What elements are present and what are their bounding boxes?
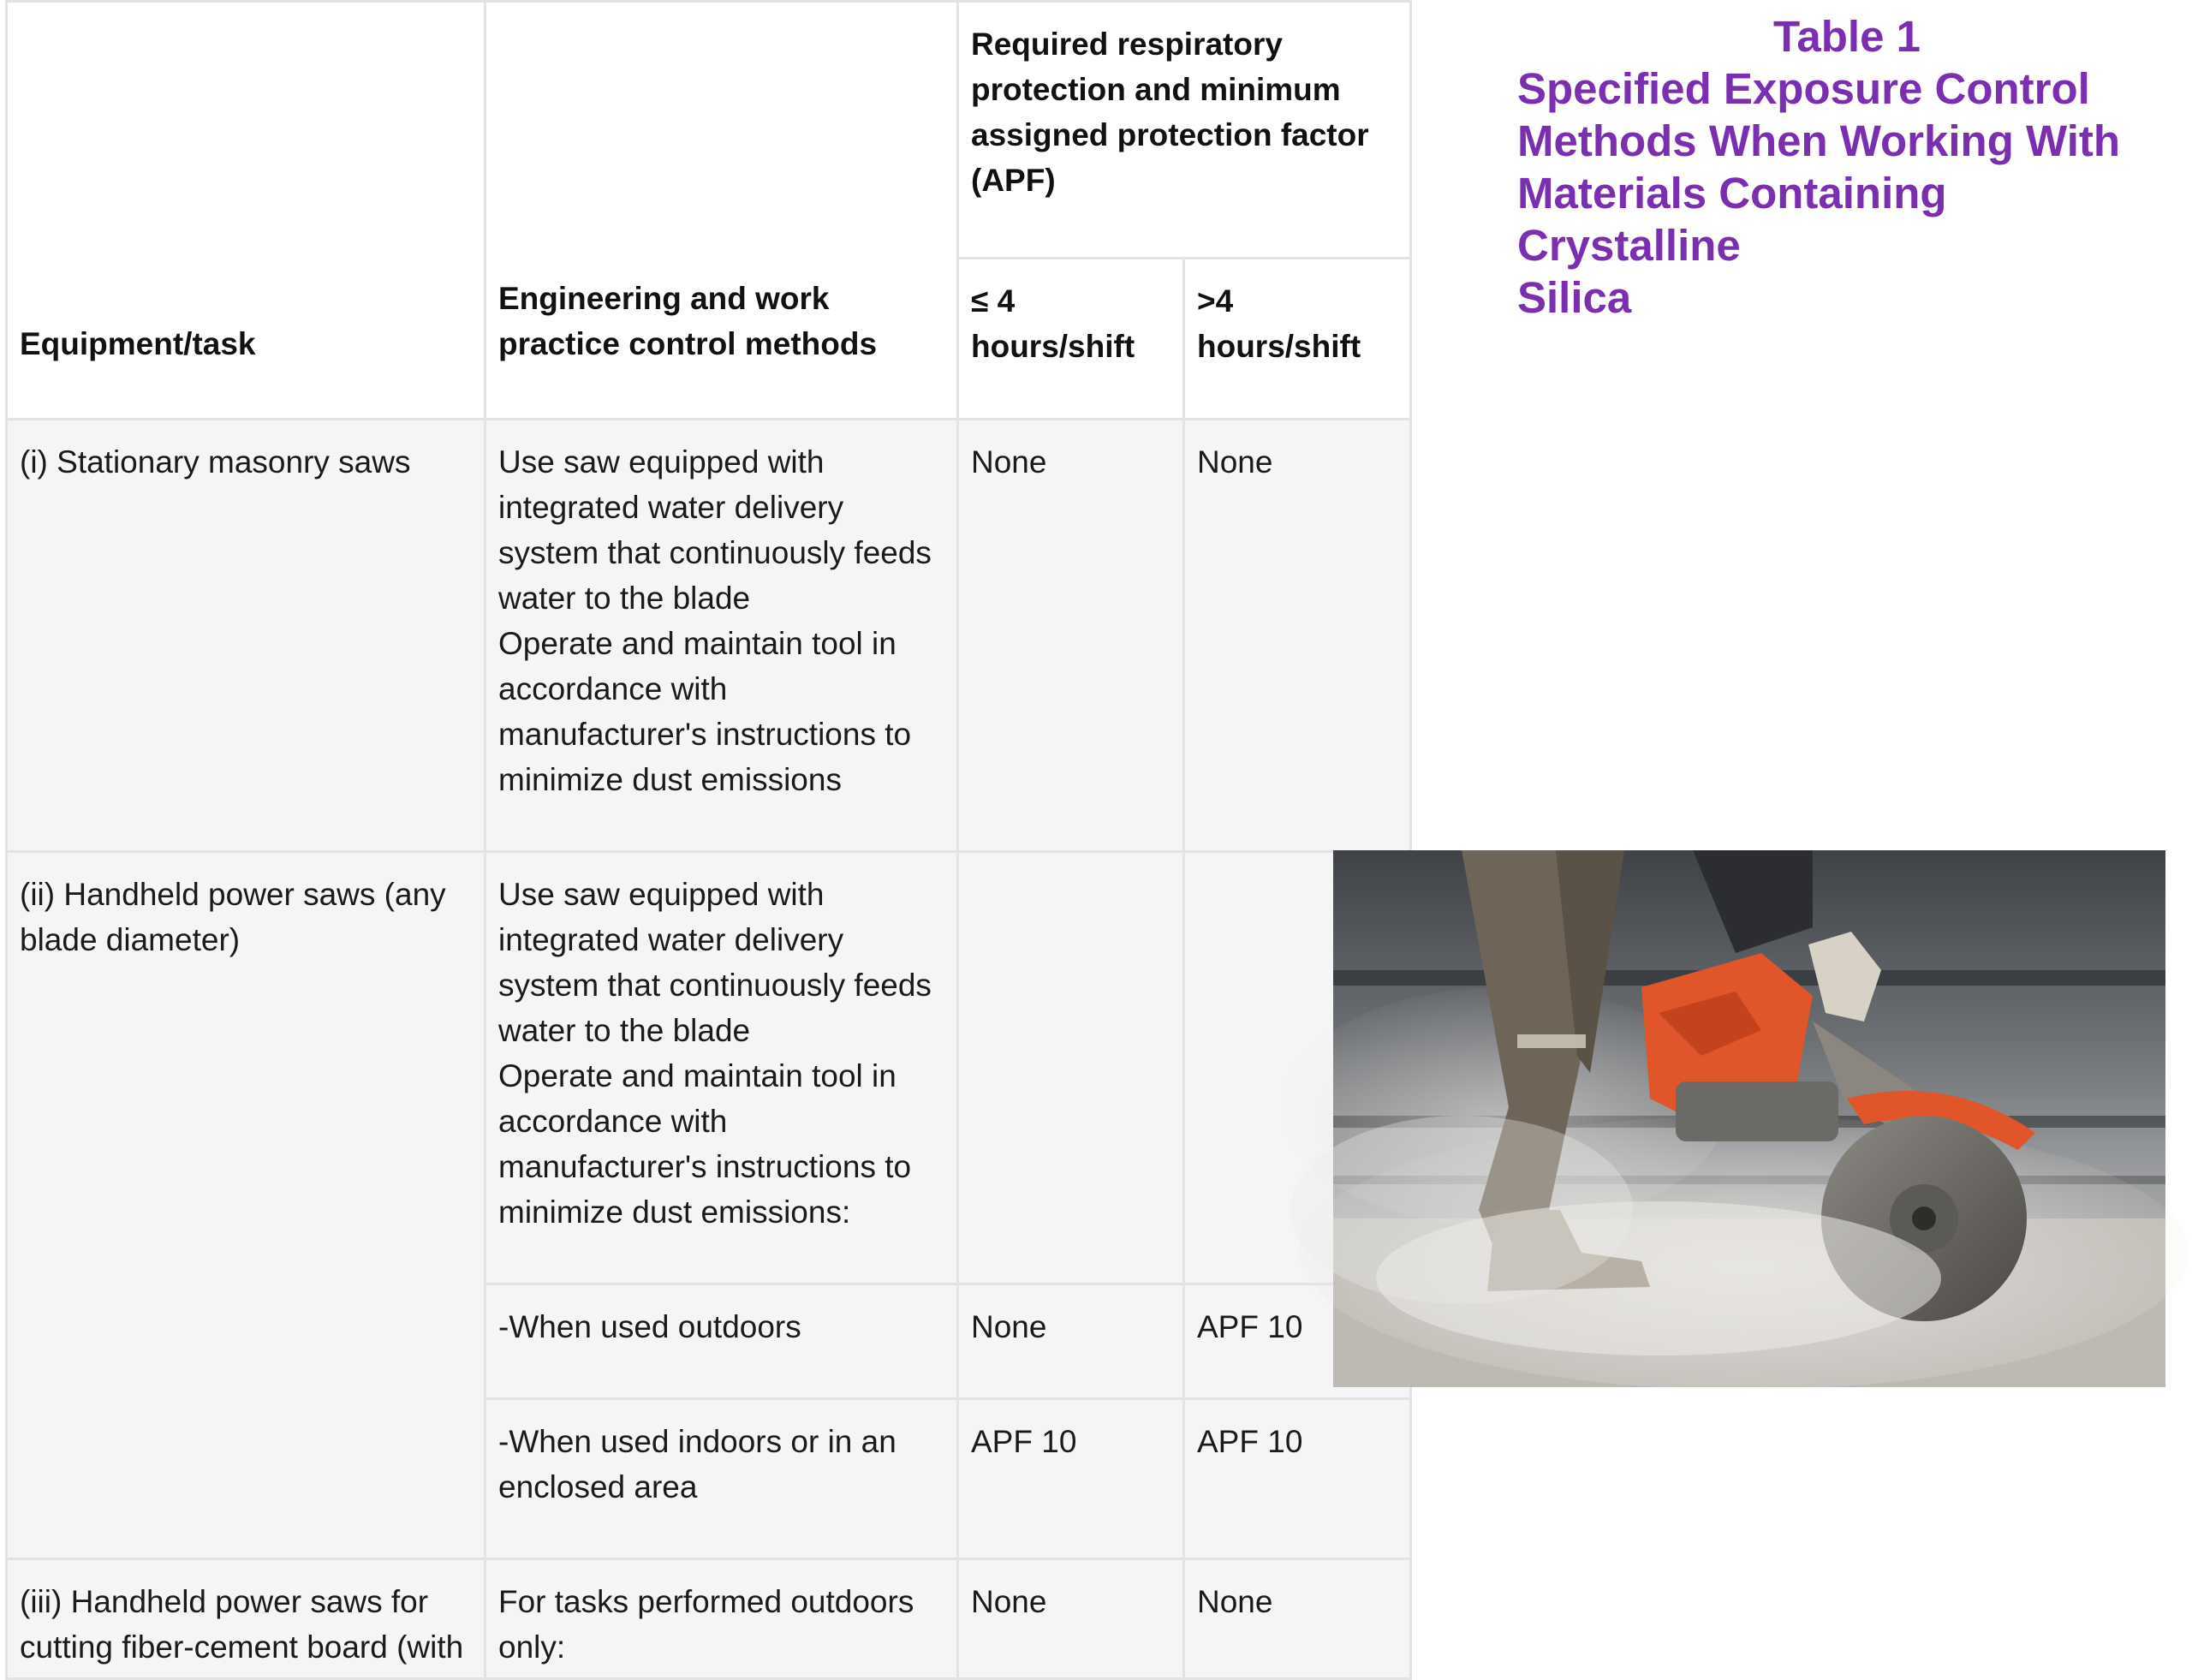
gt4-cell: [1184, 1399, 1411, 1559]
controls-line: integrated water delivery: [498, 490, 844, 525]
controls-line: enclosed area: [498, 1469, 698, 1504]
header-gt4-line: >4: [1197, 283, 1234, 319]
header-respiratory-line: assigned protection factor: [971, 117, 1369, 152]
header-controls-line: Engineering and work: [498, 281, 830, 316]
header-respiratory-line: Required respiratory: [971, 27, 1283, 62]
le4-value: None: [971, 444, 1047, 480]
header-respiratory-line: protection and minimum: [971, 72, 1341, 107]
gt4-value: None: [1197, 444, 1273, 480]
equipment-cell: [7, 1559, 485, 1679]
title-line: Methods When Working With: [1517, 116, 2121, 165]
le4-cell: [958, 1284, 1184, 1399]
controls-line: Use saw equipped with: [498, 877, 825, 912]
gt4-cell: [1184, 420, 1411, 852]
header-gt4-hours: [1184, 259, 1411, 420]
gt4-value: APF 10: [1197, 1424, 1303, 1459]
controls-line: manufacturer's instructions to: [498, 717, 912, 752]
header-le4-line: hours/shift: [971, 329, 1135, 364]
controls-line: water to the blade: [498, 1013, 751, 1048]
controls-line: accordance with: [498, 671, 728, 706]
header-controls-line: practice control methods: [498, 326, 878, 361]
controls-line: water to the blade: [498, 581, 751, 616]
title-line: Specified Exposure Control: [1517, 64, 2090, 113]
controls-line: -When used indoors or in an: [498, 1424, 896, 1459]
le4-cell: [958, 1399, 1184, 1559]
equipment-line: (ii) Handheld power saws (any: [20, 877, 446, 912]
equipment-cell: [7, 420, 485, 852]
controls-line: Operate and maintain tool in: [498, 1058, 896, 1093]
gt4-value: APF 10: [1197, 1309, 1303, 1344]
equipment-line: (i) Stationary masonry saws: [20, 444, 411, 480]
table-row: [7, 1559, 1411, 1679]
le4-value: None: [971, 1309, 1047, 1344]
controls-line: For tasks performed outdoors: [498, 1584, 914, 1619]
saw-cutting-photo: [1333, 850, 2165, 1387]
controls-line: Operate and maintain tool in: [498, 626, 896, 661]
controls-line: Use saw equipped with: [498, 444, 825, 480]
title-line: Silica: [1517, 273, 1632, 322]
controls-line: only:: [498, 1629, 566, 1665]
le4-cell: [958, 420, 1184, 852]
equipment-line: cutting fiber-cement board (with: [20, 1629, 464, 1665]
controls-line: system that continuously feeds: [498, 968, 932, 1003]
controls-cell: [485, 1284, 958, 1399]
gt4-cell: [1184, 1559, 1411, 1679]
controls-line: integrated water delivery: [498, 922, 844, 957]
equipment-line: (iii) Handheld power saws for: [20, 1584, 429, 1619]
le4-value: None: [971, 1584, 1047, 1619]
header-controls: [485, 2, 958, 420]
header-respiratory: [958, 2, 1411, 259]
title-line: Materials Containing Crystalline: [1517, 169, 1947, 270]
table-row: [7, 420, 1411, 852]
table-number: Table 1: [1773, 12, 1921, 61]
controls-line: manufacturer's instructions to: [498, 1149, 912, 1184]
table-row: [7, 852, 1411, 1284]
header-equipment-label: Equipment/task: [20, 326, 256, 361]
header-gt4-line: hours/shift: [1197, 329, 1361, 364]
controls-cell: [485, 1559, 958, 1679]
header-le4-line: ≤ 4: [971, 283, 1016, 319]
controls-line: minimize dust emissions:: [498, 1194, 851, 1230]
silica-control-table: [5, 0, 1412, 1680]
header-le4-hours: [958, 259, 1184, 420]
controls-cell: [485, 420, 958, 852]
gt4-value: None: [1197, 1584, 1273, 1619]
controls-cell: [485, 1399, 958, 1559]
equipment-line: blade diameter): [20, 922, 241, 957]
controls-line: accordance with: [498, 1104, 728, 1139]
le4-cell: [958, 852, 1184, 1284]
controls-cell: [485, 852, 958, 1284]
controls-line: minimize dust emissions: [498, 762, 842, 797]
table-title: [1517, 10, 2177, 324]
controls-line: system that continuously feeds: [498, 535, 932, 570]
le4-value: APF 10: [971, 1424, 1077, 1459]
equipment-cell: [7, 852, 485, 1559]
header-equipment: [7, 2, 485, 420]
header-row-top: [7, 2, 1411, 259]
saw-cutting-illustration: [1333, 850, 2165, 1387]
controls-line: -When used outdoors: [498, 1309, 801, 1344]
le4-cell: [958, 1559, 1184, 1679]
header-respiratory-line: (APF): [971, 163, 1056, 198]
